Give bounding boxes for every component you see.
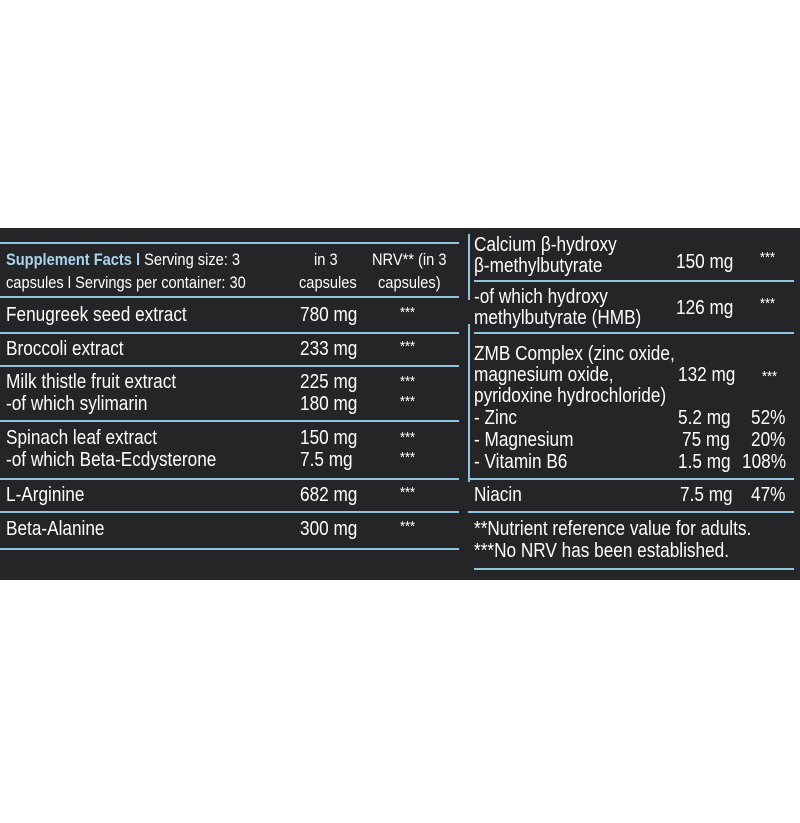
row-name: Beta-Alanine (6, 518, 105, 540)
row-divider (0, 478, 459, 480)
row-nrv: *** (400, 429, 416, 446)
b6-name: - Vitamin B6 (474, 451, 568, 473)
row-name: -of which Beta-Ecdysterone (6, 449, 217, 471)
row-name: -of which sylimarin (6, 393, 148, 415)
row-nrv: *** (400, 338, 416, 355)
zmb-line2: magnesium oxide, (474, 364, 614, 386)
b6-nrv: 108% (742, 451, 786, 473)
row-nrv: *** (400, 449, 416, 466)
hmb-name-line1: Calcium β-hydroxy (474, 234, 617, 256)
header-divider (0, 296, 459, 298)
row-divider (468, 478, 794, 480)
left-bottom-rule (0, 548, 459, 550)
row-name: Broccoli extract (6, 338, 124, 360)
row-amount: 682 mg (300, 484, 358, 506)
row-amount: 7.5 mg (300, 449, 353, 471)
row-nrv: *** (400, 304, 416, 321)
supplement-facts-panel (0, 228, 800, 580)
b6-amount: 1.5 mg (678, 451, 731, 473)
zinc-nrv: 52% (751, 407, 786, 429)
magnesium-nrv: 20% (751, 429, 786, 451)
col-nrv-line1: NRV** (in 3 (372, 250, 447, 269)
row-amount: 150 mg (300, 427, 358, 449)
zmb-amount: 132 mg (678, 364, 736, 386)
zmb-line1: ZMB Complex (zinc oxide, (474, 343, 675, 365)
row-divider (0, 420, 459, 422)
hmb-sub-line2: methylbutyrate (HMB) (474, 307, 642, 329)
row-nrv: *** (400, 484, 416, 501)
magnesium-amount: 75 mg (682, 429, 730, 451)
hmb-nrv: *** (760, 249, 776, 266)
right-bottom-rule (474, 568, 794, 570)
magnesium-name: - Magnesium (474, 429, 574, 451)
niacin-amount: 7.5 mg (680, 484, 733, 506)
row-divider (474, 332, 794, 334)
row-nrv: *** (400, 518, 416, 535)
row-amount: 780 mg (300, 304, 358, 326)
left-header-line1 (6, 251, 240, 268)
row-divider (0, 332, 459, 334)
right-left-rule (468, 234, 470, 300)
niacin-name: Niacin (474, 484, 522, 506)
zinc-name: - Zinc (474, 407, 517, 429)
row-amount: 233 mg (300, 338, 358, 360)
hmb-sub-amount: 126 mg (676, 297, 734, 319)
row-divider (0, 365, 459, 367)
row-amount: 300 mg (300, 518, 358, 540)
row-nrv: *** (400, 393, 416, 410)
right-left-rule (468, 324, 470, 482)
hmb-name-line2: β-methylbutyrate (474, 255, 603, 277)
row-name: Spinach leaf extract (6, 427, 158, 449)
row-nrv: *** (400, 373, 416, 390)
row-name: L-Arginine (6, 484, 85, 506)
left-top-rule (0, 242, 459, 244)
facts-title: Supplement Facts l (6, 250, 141, 269)
zmb-line3: pyridoxine hydrochloride) (474, 385, 667, 407)
col-nrv-line2: capsules) (378, 273, 441, 292)
row-divider (468, 511, 794, 513)
hmb-amount: 150 mg (676, 251, 734, 273)
col-amount-line2: capsules (299, 273, 357, 292)
hmb-sub-line1: -of which hydroxy (474, 286, 608, 308)
row-name: Milk thistle fruit extract (6, 371, 177, 393)
col-amount-line1: in 3 (314, 250, 338, 269)
servings-line: capsules l Servings per container: 30 (6, 273, 246, 292)
niacin-nrv: 47% (751, 484, 786, 506)
serving-size: Serving size: 3 (144, 250, 241, 269)
zinc-amount: 5.2 mg (678, 407, 731, 429)
row-amount: 225 mg (300, 371, 358, 393)
row-amount: 180 mg (300, 393, 358, 415)
footnote-no-nrv: ***No NRV has been established. (474, 540, 729, 562)
row-name: Fenugreek seed extract (6, 304, 187, 326)
row-divider (0, 511, 459, 513)
hmb-sub-nrv: *** (760, 295, 776, 312)
row-divider (474, 280, 794, 282)
zmb-nrv: *** (762, 368, 778, 385)
footnote-nrv: **Nutrient reference value for adults. (474, 518, 752, 540)
